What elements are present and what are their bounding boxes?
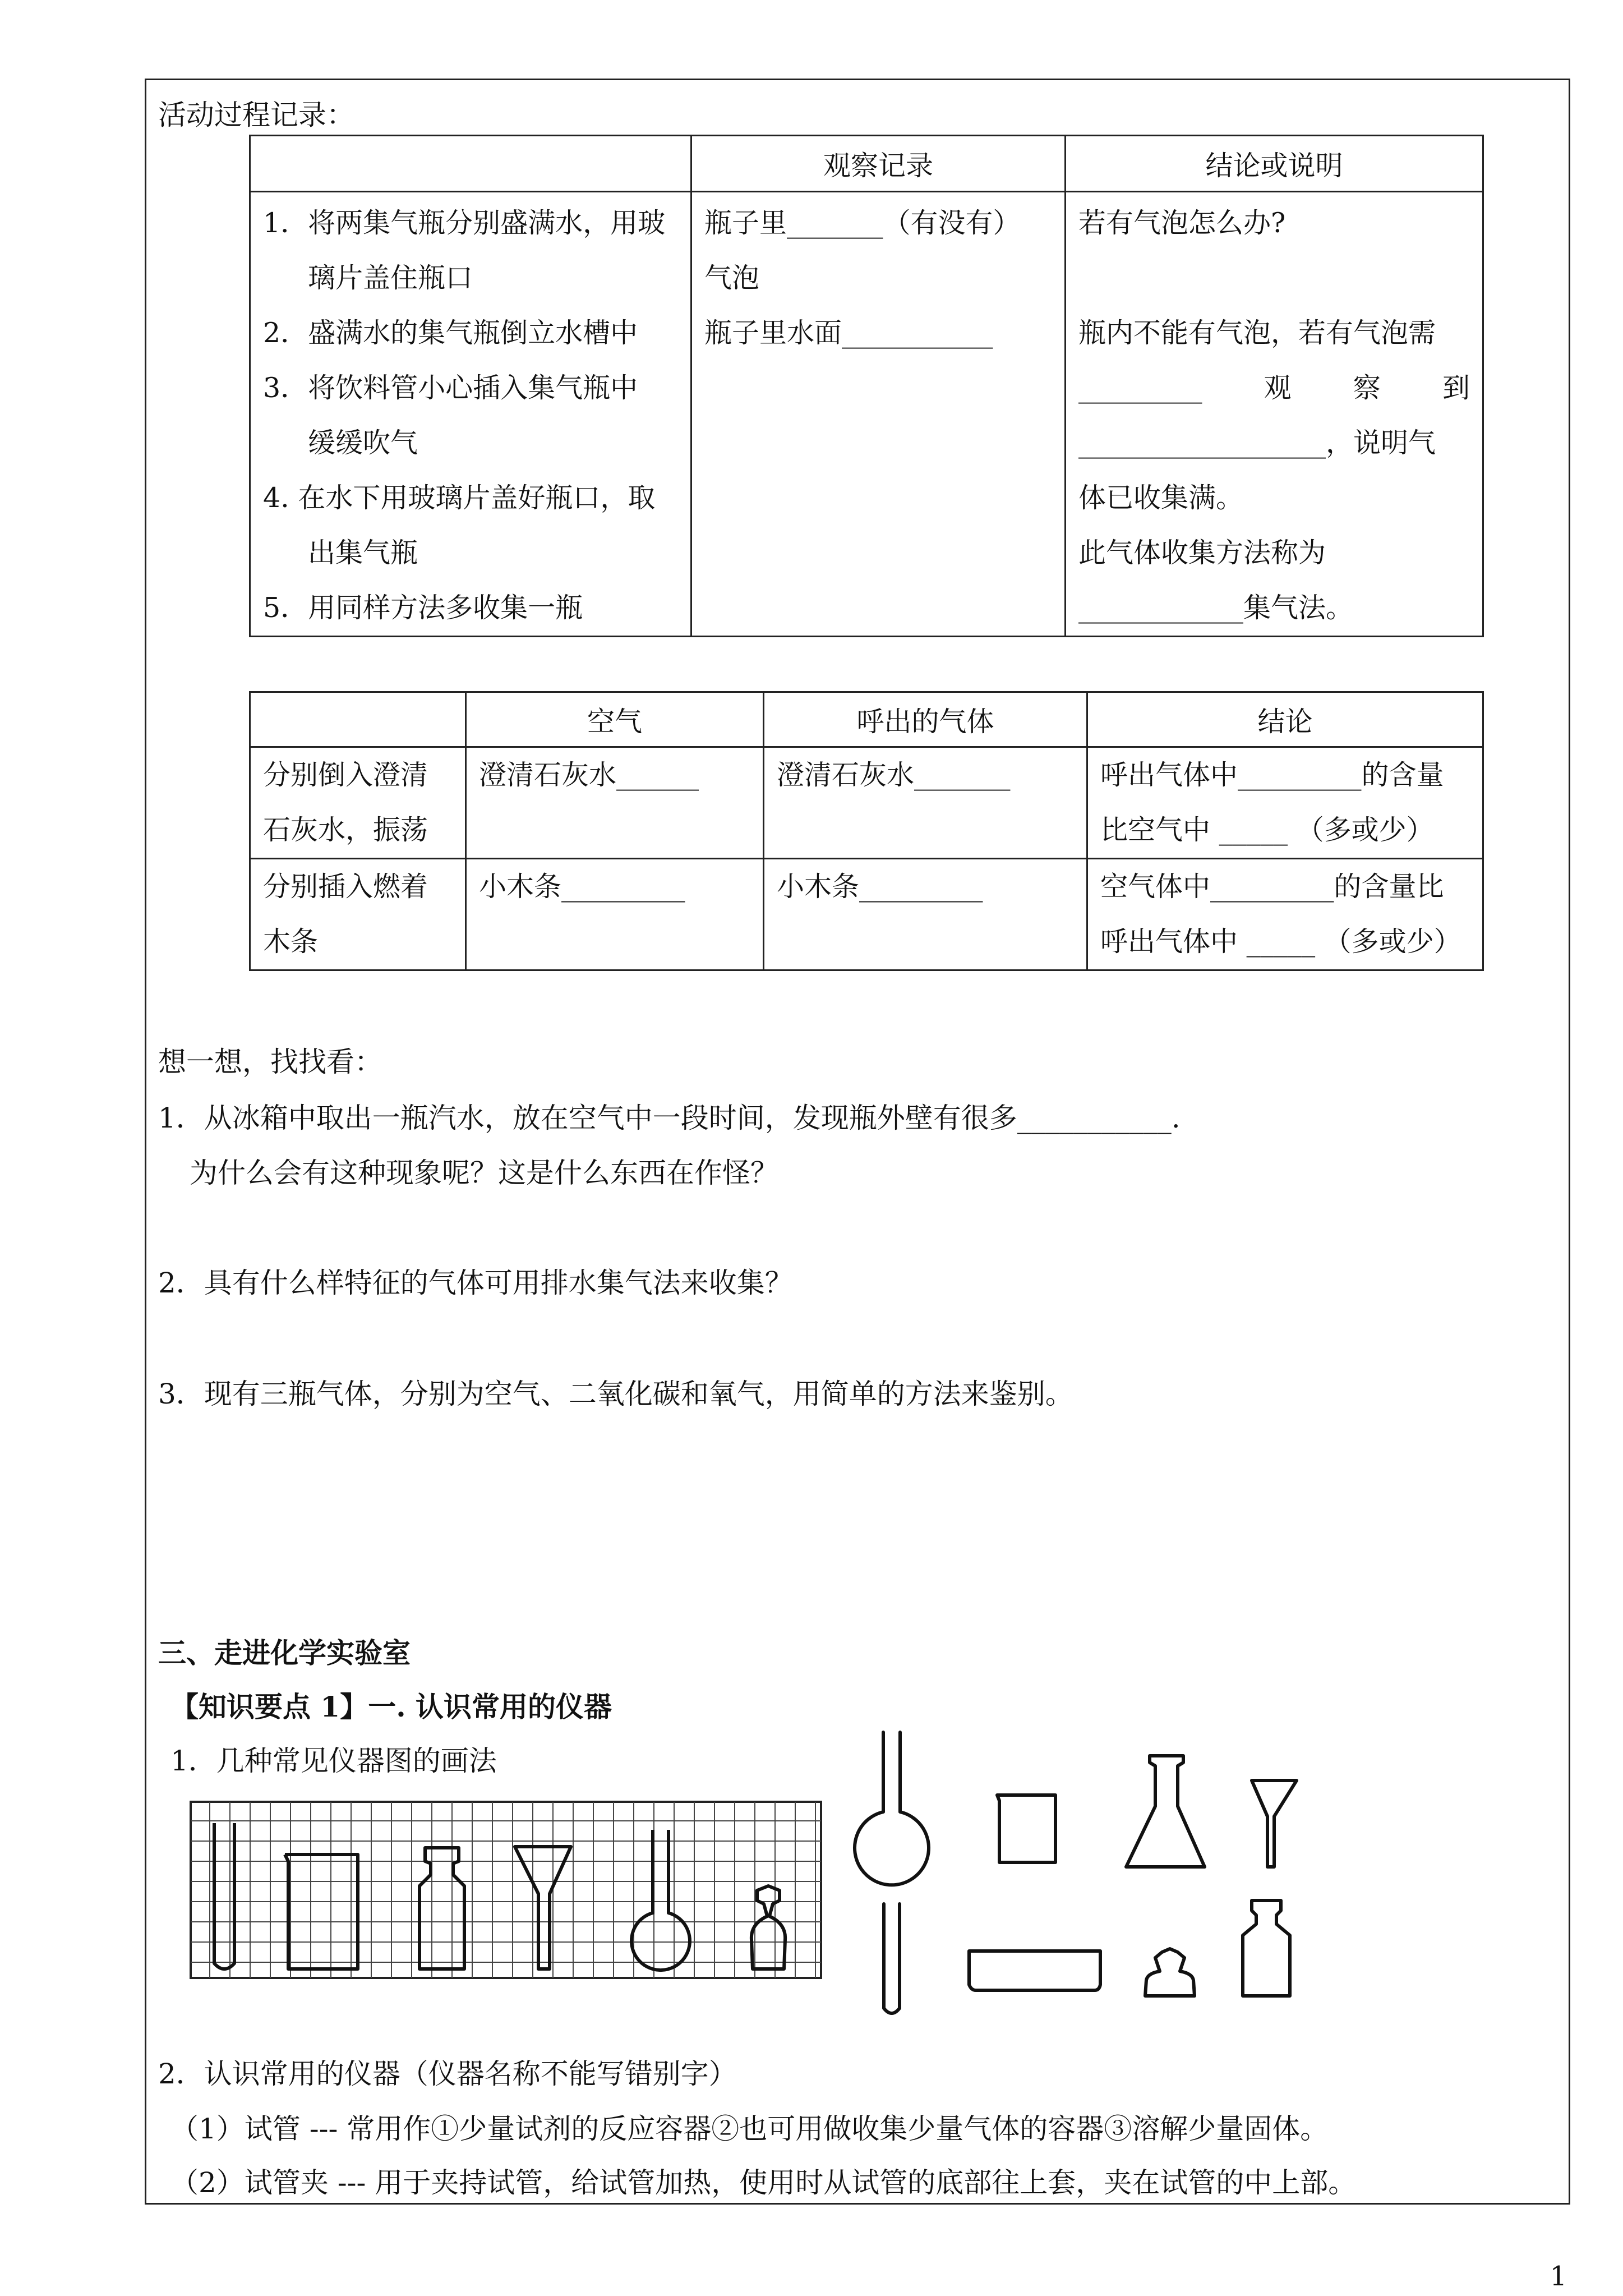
table-row xyxy=(250,747,1483,859)
exhaled-cell xyxy=(764,747,1087,859)
instrument-item-test-tube: （1）试管 --- 常用作①少量试剂的反应容器②也可用做收集少量气体的容器③溶解少量固体。 xyxy=(170,2113,1329,2145)
method-line: 木条 xyxy=(263,926,319,958)
conclusion-line: 若有气泡怎么办? xyxy=(1078,207,1286,239)
conclusion-cell xyxy=(1087,859,1483,970)
method-line: 分别倒入澄清 xyxy=(263,759,428,791)
conclusion-blank: _________ xyxy=(1078,372,1202,404)
conclusion-line: __________________，说明气 xyxy=(1078,427,1436,459)
step-line: 出集气瓶 xyxy=(308,537,418,569)
method-line: 分别插入燃着 xyxy=(263,871,428,903)
instrument-item-tube-holder: （2）试管夹 --- 用于夹持试管，给试管加热，使用时从试管的底部往上套，夹在试管的中上部。 xyxy=(170,2166,1357,2199)
think-title: 想一想，找找看： xyxy=(158,1046,382,1078)
table1-header-observation: 观察记录 xyxy=(691,136,1066,192)
air-cell xyxy=(466,747,764,859)
conclusion-line: 呼出气体中 _____ （多或少） xyxy=(1100,926,1461,958)
conclusion-line: 呼出气体中_________的含量 xyxy=(1100,759,1444,791)
instruments-subheading: 2．认识常用的仪器（仪器名称不能写错别字） xyxy=(158,2058,737,2090)
question-3: 3．现有三瓶气体，分别为空气、二氧化碳和氧气，用简单的方法来鉴别。 xyxy=(158,1378,1073,1410)
conclusion-char: 到 xyxy=(1442,372,1470,404)
method-cell xyxy=(250,859,466,970)
question-1-followup: 为什么会有这种现象呢？这是什么东西在作怪？ xyxy=(190,1157,778,1189)
step-line: 1．将两集气瓶分别盛满水，用玻 xyxy=(263,207,666,239)
activity-label: 活动过程记录： xyxy=(158,99,354,131)
table1-conclusion-cell xyxy=(1066,192,1483,637)
knowledge-point-heading: 【知识要点 1】一. 认识常用的仪器 xyxy=(170,1690,612,1723)
drawing-subheading: 1．几种常见仪器图的画法 xyxy=(170,1745,497,1777)
table1-steps-cell xyxy=(250,192,691,637)
blank-line xyxy=(1078,251,1470,306)
air-result: 小木条_________ xyxy=(479,871,685,903)
step-line: 缓缓吹气 xyxy=(308,427,418,459)
table1-header-empty xyxy=(250,136,691,192)
table2-header-conclusion: 结论 xyxy=(1087,692,1483,747)
exhaled-result: 澄清石灰水_______ xyxy=(777,759,1011,791)
table2-header-exhaled: 呼出的气体 xyxy=(764,692,1087,747)
conclusion-char: 察 xyxy=(1353,372,1381,404)
question-2: 2．具有什么样特征的气体可用排水集气法来收集？ xyxy=(158,1267,793,1299)
page-number: 1 xyxy=(1550,2261,1567,2292)
conclusion-line: 此气体收集方法称为 xyxy=(1078,537,1326,569)
conclusion-line: 体已收集满。 xyxy=(1078,482,1244,514)
instrument-grid-drawing xyxy=(190,1801,822,1979)
step-line: 璃片盖住瓶口 xyxy=(308,262,473,294)
conclusion-line: ____________集气法。 xyxy=(1078,592,1354,624)
air-cell xyxy=(466,859,764,970)
conclusion-line: 空气体中_________的含量比 xyxy=(1100,871,1444,903)
comparison-table xyxy=(249,691,1484,971)
observation-line: 瓶子里水面___________ xyxy=(704,317,993,349)
conclusion-line: 瓶内不能有气泡，若有气泡需 xyxy=(1078,317,1436,349)
air-result: 澄清石灰水______ xyxy=(479,759,699,791)
instrument-outline-drawings xyxy=(852,1722,1335,2025)
conclusion-cell xyxy=(1087,747,1483,859)
observation-line: 瓶子里_______（有没有） xyxy=(704,207,1021,239)
step-line: 2．盛满水的集气瓶倒立水槽中 xyxy=(263,317,638,349)
question-1: 1．从冰箱中取出一瓶汽水，放在空气中一段时间，发现瓶外壁有很多___________. xyxy=(158,1102,1181,1134)
activity-table xyxy=(249,135,1484,637)
method-cell xyxy=(250,747,466,859)
conclusion-line: 比空气中 _____ （多或少） xyxy=(1100,814,1434,846)
step-line: 4. 在水下用玻璃片盖好瓶口，取 xyxy=(263,482,656,514)
observation-line: 气泡 xyxy=(704,262,760,294)
step-line: 3．将饮料管小心插入集气瓶中 xyxy=(263,372,638,404)
exhaled-result: 小木条_________ xyxy=(777,871,983,903)
table2-header-empty xyxy=(250,692,466,747)
method-line: 石灰水，振荡 xyxy=(263,814,428,846)
step-line: 5．用同样方法多收集一瓶 xyxy=(263,592,583,624)
exhaled-cell xyxy=(764,859,1087,970)
section-title: 三、走进化学实验室 xyxy=(158,1636,411,1669)
table-row xyxy=(250,859,1483,970)
conclusion-line-spread xyxy=(1078,361,1470,416)
table2-header-air: 空气 xyxy=(466,692,764,747)
table1-header-conclusion: 结论或说明 xyxy=(1066,136,1483,192)
table1-observation-cell xyxy=(691,192,1066,637)
conclusion-char: 观 xyxy=(1264,372,1292,404)
